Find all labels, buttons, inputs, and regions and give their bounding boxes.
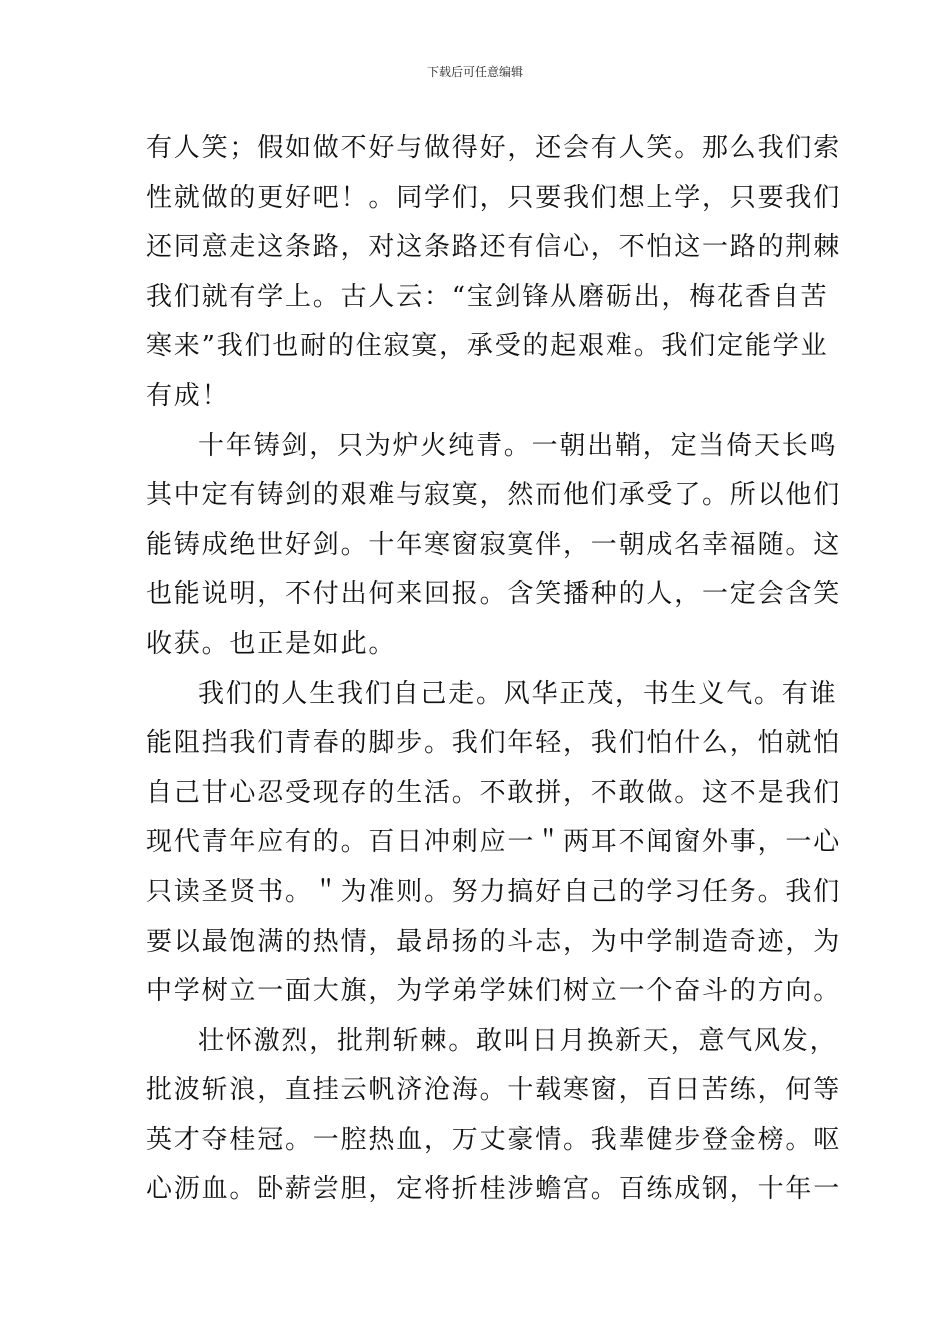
text-line: 英才夺桂冠。一腔热血，万丈豪情。我辈健步登金榜。呕: [146, 1124, 842, 1155]
text-line: 寒来”我们也耐的住寂寞，承受的起艰难。我们定能学业: [146, 331, 829, 362]
text-line: 其中定有铸剑的艰难与寂寞，然而他们承受了。所以他们: [146, 480, 842, 511]
text-line: 我们就有学上。古人云：“宝剑锋从磨砺出，梅花香自苦: [146, 281, 829, 312]
text-line: 我们的人生我们自己走。风华正茂，书生义气。有谁: [198, 678, 838, 709]
text-line: 中学树立一面大旗，为学弟学妹们树立一个奋斗的方向。: [146, 976, 842, 1007]
text-line: 现代青年应有的。百日冲刺应一＂两耳不闻窗外事，一心: [146, 827, 842, 858]
text-line: 十年铸剑，只为炉火纯青。一朝出鞘，定当倚天长鸣: [198, 430, 838, 461]
text-line: 有成！: [146, 380, 230, 411]
text-line: 只读圣贤书。＂为准则。努力搞好自己的学习任务。我们: [146, 876, 842, 907]
text-line: 心沥血。卧薪尝胆，定将折桂涉蟾宫。百练成钢，十年一: [146, 1174, 842, 1205]
document-body: [146, 124, 842, 1215]
text-line: 批波斩浪，直挂云帆济沧海。十载寒窗，百日苦练，何等: [146, 1075, 842, 1106]
text-line: 能阻挡我们青春的脚步。我们年轻，我们怕什么，怕就怕: [146, 728, 842, 759]
text-line: 有人笑；假如做不好与做得好，还会有人笑。那么我们索: [146, 133, 842, 163]
text-line: 收获。也正是如此。: [146, 628, 397, 659]
text-line: 自己甘心忍受现存的生活。不敢拼，不敢做。这不是我们: [146, 777, 842, 808]
text-line: 性就做的更好吧！。同学们，只要我们想上学，只要我们: [146, 182, 842, 213]
text-line: 还同意走这条路，对这条路还有信心，不怕这一路的荆棘: [146, 232, 842, 263]
text-line: 也能说明，不付出何来回报。含笑播种的人，一定会含笑: [146, 579, 842, 610]
text-line: 要以最饱满的热情，最昂扬的斗志，为中学制造奇迹，为: [146, 926, 842, 957]
text-line: 壮怀激烈，批荆斩棘。敢叫日月换新天，意气风发，: [198, 1025, 838, 1056]
page-header: 下载后可任意编辑: [426, 65, 523, 79]
text-line: 能铸成绝世好剑。十年寒窗寂寞伴，一朝成名幸福随。这: [146, 529, 842, 560]
